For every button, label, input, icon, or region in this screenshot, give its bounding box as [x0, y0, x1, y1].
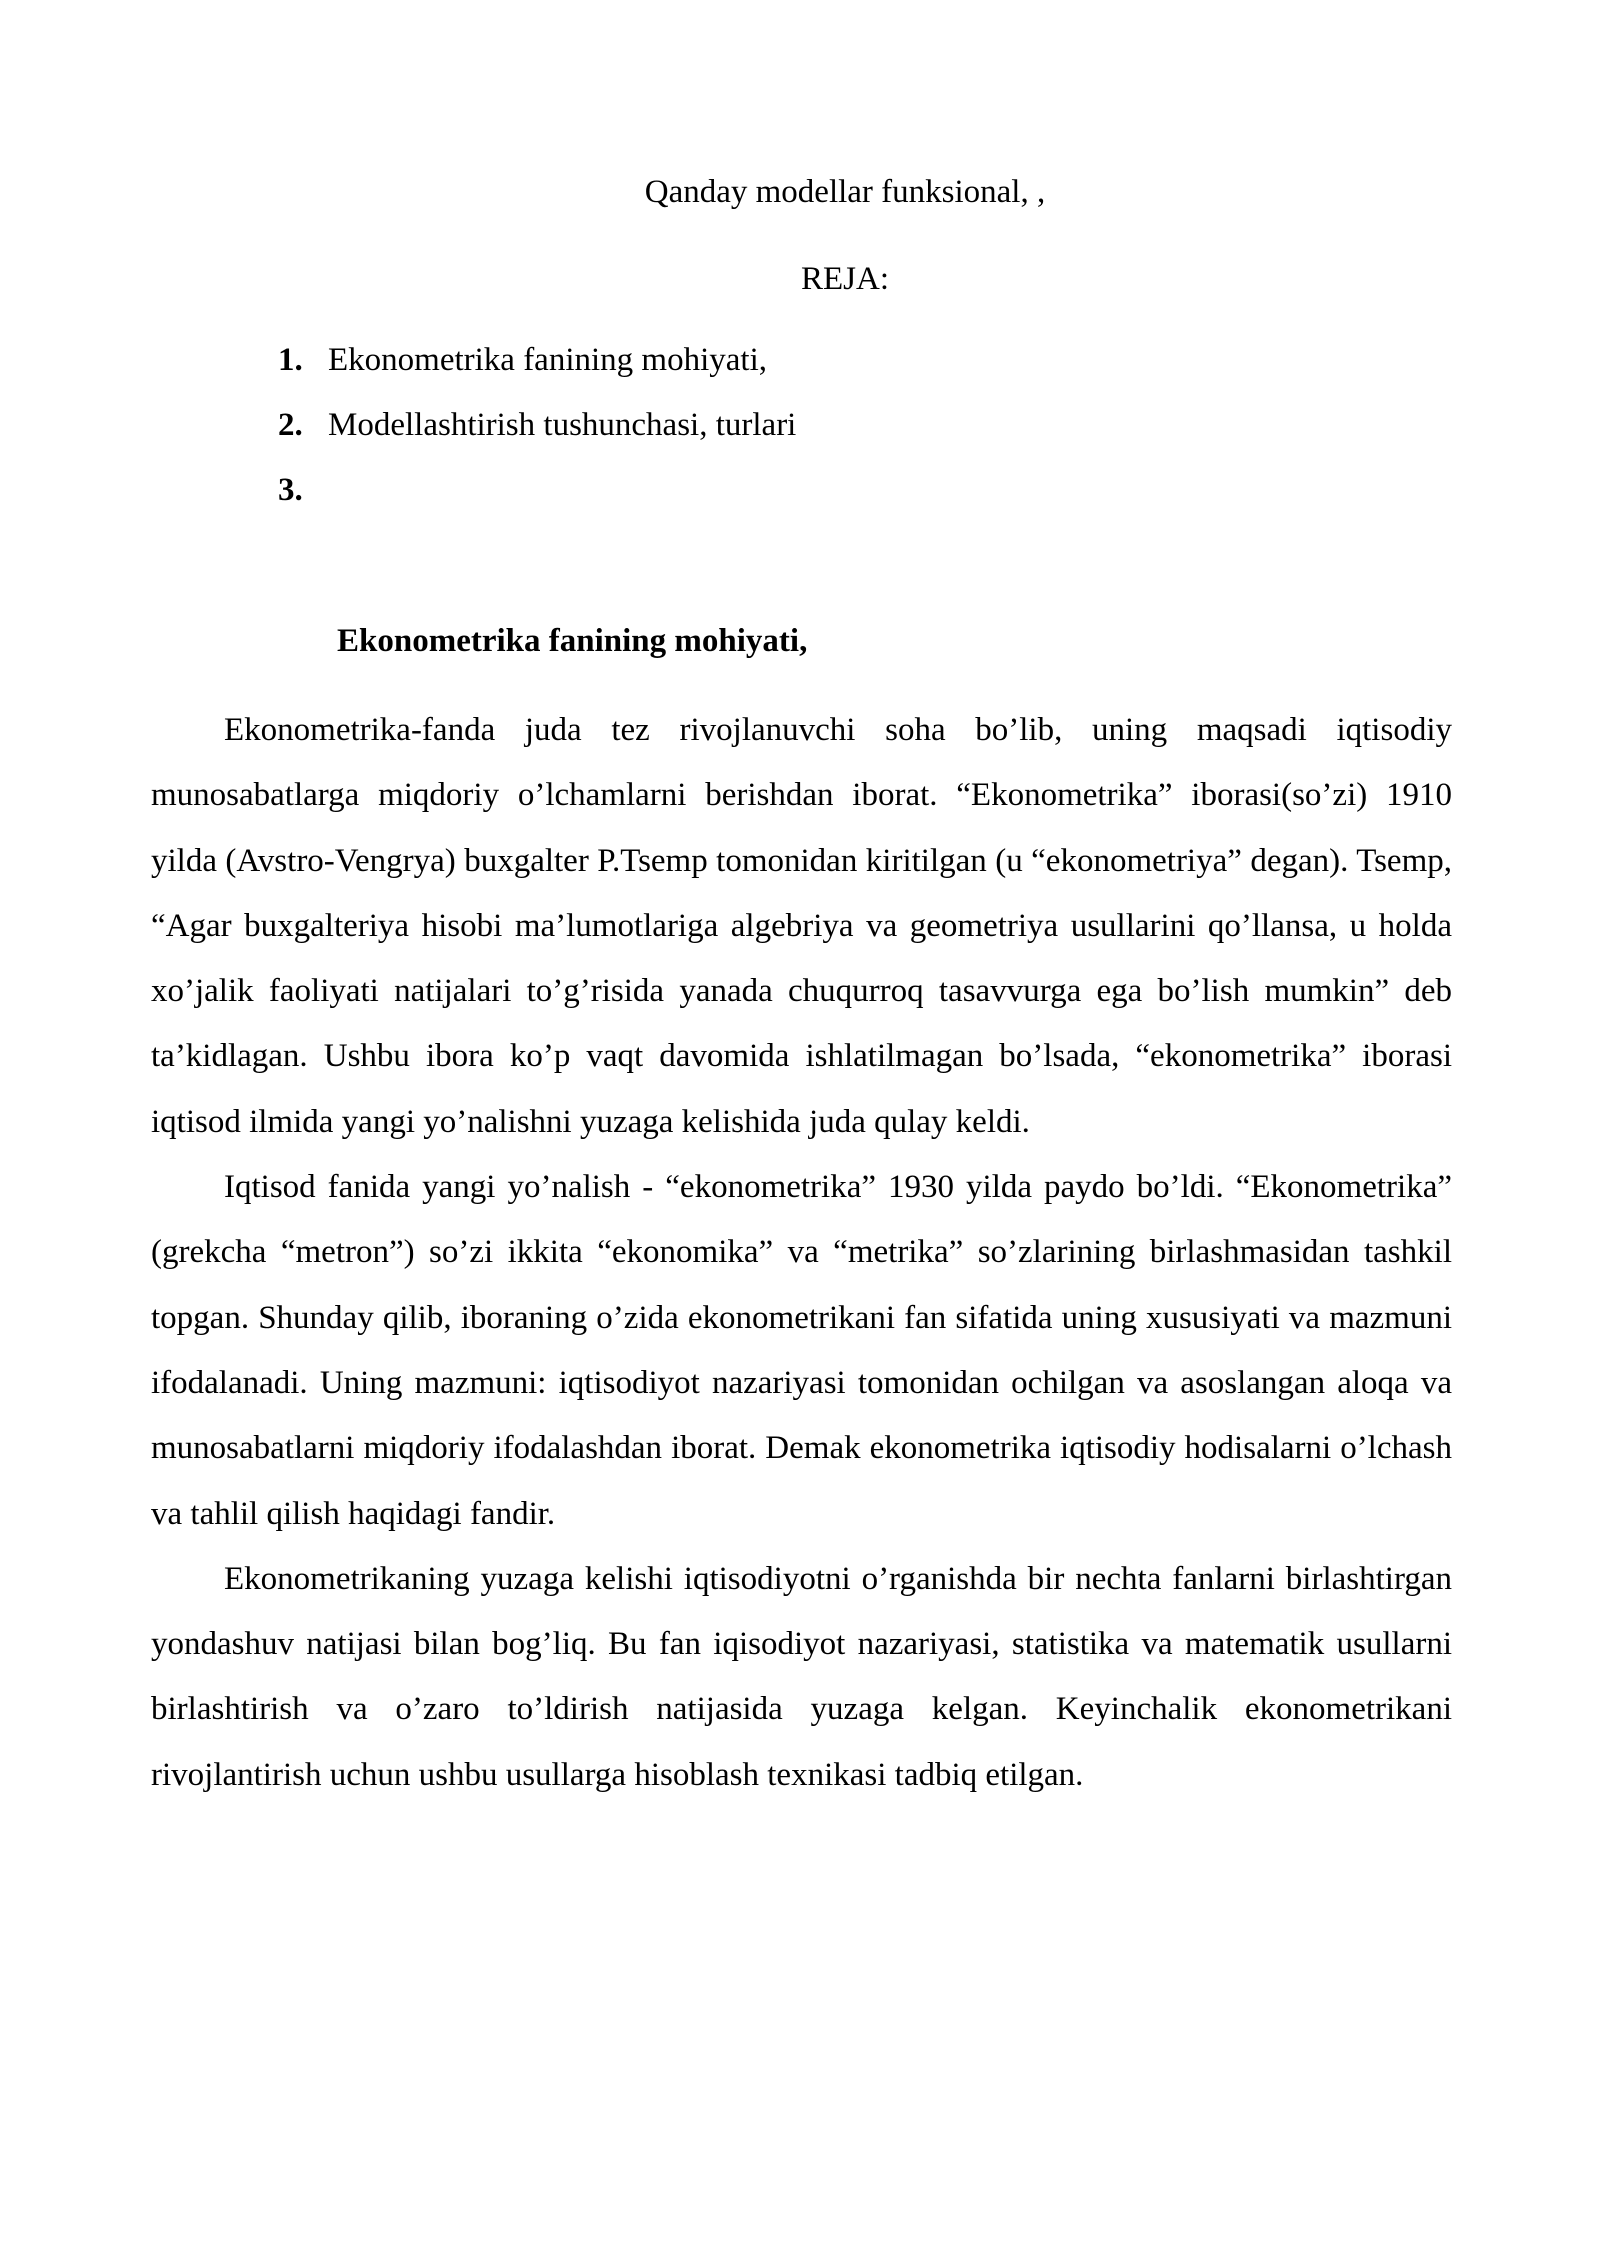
paragraph: Ekonometrikaning yuzaga kelishi iqtisodiyotni o’rganishda bir nechta fanlarni birlashtirgan yondashuv natijasi bilan bog’liq. Bu fan iqisodiyot nazariyasi, statistika va matematik usullarni birlashtirish va o’zaro to’ldirish natijasida yuzaga kelgan. Keyinchalik ekonometrikani rivojlantirish uchun ushbu usullarga hisoblash texnikasi tadbiq etilgan.	[151, 1560, 1452, 1793]
plan-item-number: 1.	[278, 342, 303, 378]
plan-item	[278, 401, 796, 466]
plan-item-number: 3.	[278, 472, 303, 508]
topic-title: Qanday modellar funksional, ,	[644, 174, 1046, 210]
plan-item-number: 2.	[278, 407, 303, 443]
plan-list	[278, 336, 796, 531]
body-text	[151, 698, 1452, 1808]
plan-item-text: Modellashtirish tushunchasi, turlari	[328, 407, 797, 443]
plan-heading: REJA:	[800, 261, 889, 297]
plan-item	[278, 466, 796, 531]
section-heading: Ekonometrika fanining mohiyati,	[337, 623, 808, 659]
paragraph: Iqtisod fanida yangi yo’nalish - “ekonometrika” 1930 yilda paydo bo’ldi. “Ekonometrika” (grekcha “metron”) so’zi ikkita “ekonomika” va “metrika” so’zlarining birlashmasidan tashkil topgan. Shunday qilib, iboraning o’zida ekonometrikani fan sifatida uning xususiyati va mazmuni ifodalanadi. Uning mazmuni: iqtisodiyot nazariyasi tomonidan ochilgan va asoslangan aloqa va munosabatlarni miqdoriy ifodalashdan iborat. Demak ekonometrika iqtisodiy hodisalarni o’lchash va tahlil qilish haqidagi fandir.	[151, 1169, 1452, 1532]
plan-item-text: Ekonometrika fanining mohiyati,	[328, 342, 767, 378]
plan-item	[278, 336, 796, 401]
paragraph: Ekonometrika-fanda juda tez rivojlanuvchi soha bo’lib, uning maqsadi iqtisodiy munosabatlarga miqdoriy o’lchamlarni berishdan iborat. “Ekonometrika” iborasi(so’zi) 1910 yilda (Avstro-Vengrya) buxgalter P.Tsemp tomonidan kiritilgan (u “ekonometriya” degan). Tsemp, “Agar buxgalteriya hisobi ma’lumotlariga algebriya va geometriya usullarini qo’llansa, u holda xo’jalik faoliyati natijalari to’g’risida yanada chuqurroq tasavvurga ega bo’lish mumkin” deb ta’kidlagan. Ushbu ibora ko’p vaqt davomida ishlatilmagan bo’lsada, “ekonometrika” iborasi iqtisod ilmida yangi yo’nalishni yuzaga kelishida juda qulay keldi.	[151, 712, 1452, 1140]
